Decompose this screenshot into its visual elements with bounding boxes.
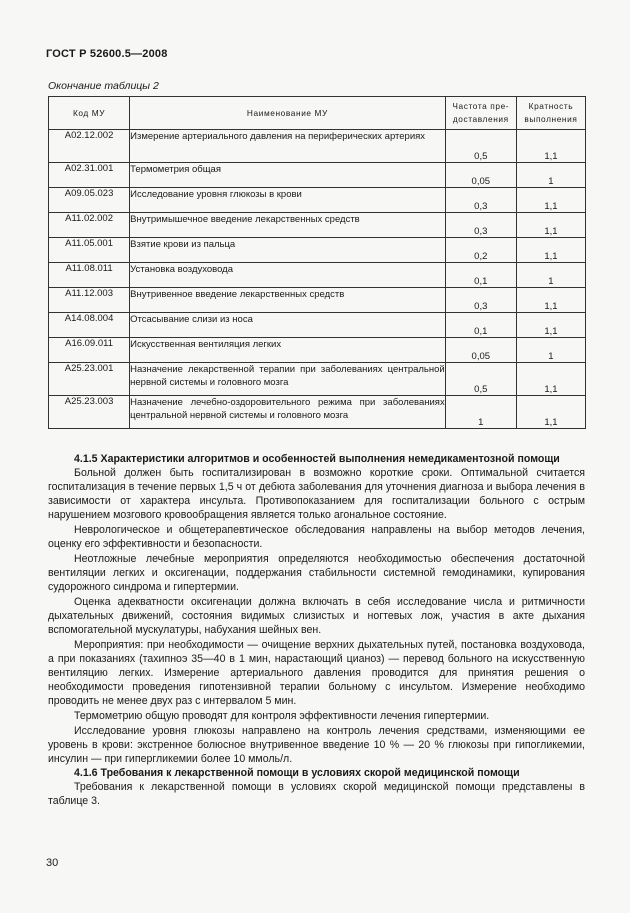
cell-name: Исследование уровня глюкозы в крови	[130, 188, 446, 213]
cell-multiplicity: 1,1	[516, 363, 585, 396]
table-row	[49, 238, 586, 263]
table-row	[49, 313, 586, 338]
table-row	[49, 163, 586, 188]
table-row	[49, 396, 586, 429]
table-row	[49, 338, 586, 363]
cell-frequency: 0,05	[445, 163, 516, 188]
cell-multiplicity: 1,1	[516, 396, 585, 429]
cell-name: Внутривенное введение лекарственных средств	[130, 288, 446, 313]
cell-name: Измерение артериального давления на периферических артериях	[130, 130, 446, 163]
cell-code: А09.05.023	[49, 188, 130, 213]
cell-frequency: 0,3	[445, 213, 516, 238]
column-header-multiplicity: Кратность выполнения	[516, 97, 585, 130]
cell-multiplicity: 1,1	[516, 288, 585, 313]
paragraph: Больной должен быть госпитализирован в возможно короткие сроки. Оптимальной считается госпитализация в течение первых 1,5 ч от дебюта заболевания для уточнения диагноза и выбора лечения в зависимости от характера инсульта. Противопоказанием для госпитализации больного с острым нарушением мозгового кровообращения является только агональное состояние.	[48, 467, 585, 521]
cell-frequency: 0,1	[445, 263, 516, 288]
cell-name: Назначение лекарственной терапии при заболеваниях центральной нервной системы и головного мозга	[130, 363, 446, 396]
cell-code: А25.23.001	[49, 363, 130, 396]
table-row	[49, 130, 586, 163]
page-number: 30	[46, 857, 59, 869]
paragraph: Мероприятия: при необходимости — очищение верхних дыхательных путей, постановка воздуховода, а при показаниях (тахипноэ 35—40 в 1 мин, нарастающий цианоз) — перевод больного на искусственную вентиляцию легких. Измерение артериального давления проводится для принятия решения о необходимости проведения гипотензивной терапии больному с инсультом. Измерение необходимо проводить не менее двух раз с интервалом 5 мин.	[48, 639, 585, 707]
cell-multiplicity: 1,1	[516, 213, 585, 238]
cell-multiplicity: 1,1	[516, 238, 585, 263]
paragraph: Неврологическое и общетерапевтическое обследования направлены на выбор методов лечения, оценку его эффективности и безопасности.	[48, 524, 585, 550]
paragraph: Требования к лекарственной помощи в условиях скорой медицинской помощи представлены в таблице 3.	[48, 781, 585, 807]
column-header-frequency: Частота пре-доставления	[445, 97, 516, 130]
cell-frequency: 0,1	[445, 313, 516, 338]
cell-code: А02.12.002	[49, 130, 130, 163]
cell-frequency: 0,5	[445, 130, 516, 163]
cell-code: А25.23.003	[49, 396, 130, 429]
cell-multiplicity: 1,1	[516, 130, 585, 163]
cell-code: А11.12.003	[49, 288, 130, 313]
cell-frequency: 0,2	[445, 238, 516, 263]
cell-frequency: 1	[445, 396, 516, 429]
cell-multiplicity: 1	[516, 163, 585, 188]
cell-frequency: 0,05	[445, 338, 516, 363]
column-header-name: Наименование МУ	[130, 97, 446, 130]
table-row	[49, 288, 586, 313]
column-header-code: Код МУ	[49, 97, 130, 130]
section-heading-4-1-5: 4.1.5 Характеристики алгоритмов и особенностей выполнения немедикаментозной помощи	[74, 453, 560, 465]
cell-name: Установка воздуховода	[130, 263, 446, 288]
cell-multiplicity: 1	[516, 263, 585, 288]
table-row	[49, 363, 586, 396]
cell-frequency: 0,3	[445, 188, 516, 213]
cell-name: Термометрия общая	[130, 163, 446, 188]
cell-multiplicity: 1,1	[516, 188, 585, 213]
standard-header: ГОСТ Р 52600.5—2008	[46, 48, 168, 60]
table-row	[49, 188, 586, 213]
table-row	[49, 213, 586, 238]
section-heading-4-1-6: 4.1.6 Требования к лекарственной помощи в условиях скорой медицинской помощи	[74, 767, 520, 779]
cell-code: А11.05.001	[49, 238, 130, 263]
paragraph: Термометрию общую проводят для контроля эффективности лечения гипертермии.	[74, 710, 490, 722]
table-row	[49, 263, 586, 288]
body-text	[48, 452, 585, 808]
cell-name: Внутримышечное введение лекарственных средств	[130, 213, 446, 238]
cell-name: Назначение лечебно-оздоровительного режима при заболеваниях центральной нервной системы и головного мозга	[130, 396, 446, 429]
cell-name: Искусственная вентиляция легких	[130, 338, 446, 363]
cell-name: Взятие крови из пальца	[130, 238, 446, 263]
cell-frequency: 0,5	[445, 363, 516, 396]
cell-name: Отсасывание слизи из носа	[130, 313, 446, 338]
paragraph: Оценка адекватности оксигенации должна включать в себя исследование числа и ритмичности дыхательных движений, состояния видимых слизистых и ногтевых лож, участия в акте дыхания вспомогательной мускулатуры, набухания шейных вен.	[48, 596, 585, 636]
cell-code: А14.08.004	[49, 313, 130, 338]
cell-code: А16.09.011	[49, 338, 130, 363]
cell-multiplicity: 1	[516, 338, 585, 363]
cell-code: А11.02.002	[49, 213, 130, 238]
paragraph: Исследование уровня глюкозы направлено на контроль лечения средствами, изменяющими ее уровень в крови: экстренное болюсное внутривенное введение 10 % — 20 % глюкозы при гипогликемии, инсулин — при гипергликемии более 10 ммоль/л.	[48, 725, 585, 765]
cell-frequency: 0,3	[445, 288, 516, 313]
cell-code: А02.31.001	[49, 163, 130, 188]
table-header-row	[49, 97, 586, 130]
table-caption: Окончание таблицы 2	[48, 80, 159, 92]
cell-multiplicity: 1,1	[516, 313, 585, 338]
services-table	[48, 96, 586, 429]
paragraph: Неотложные лечебные мероприятия определяются необходимостью обеспечения достаточной вентиляции легких и оксигенации, поддержания стабильности системной гемодинамики, купирования судорожного синдрома и гипертермии.	[48, 553, 585, 593]
cell-code: А11.08.011	[49, 263, 130, 288]
